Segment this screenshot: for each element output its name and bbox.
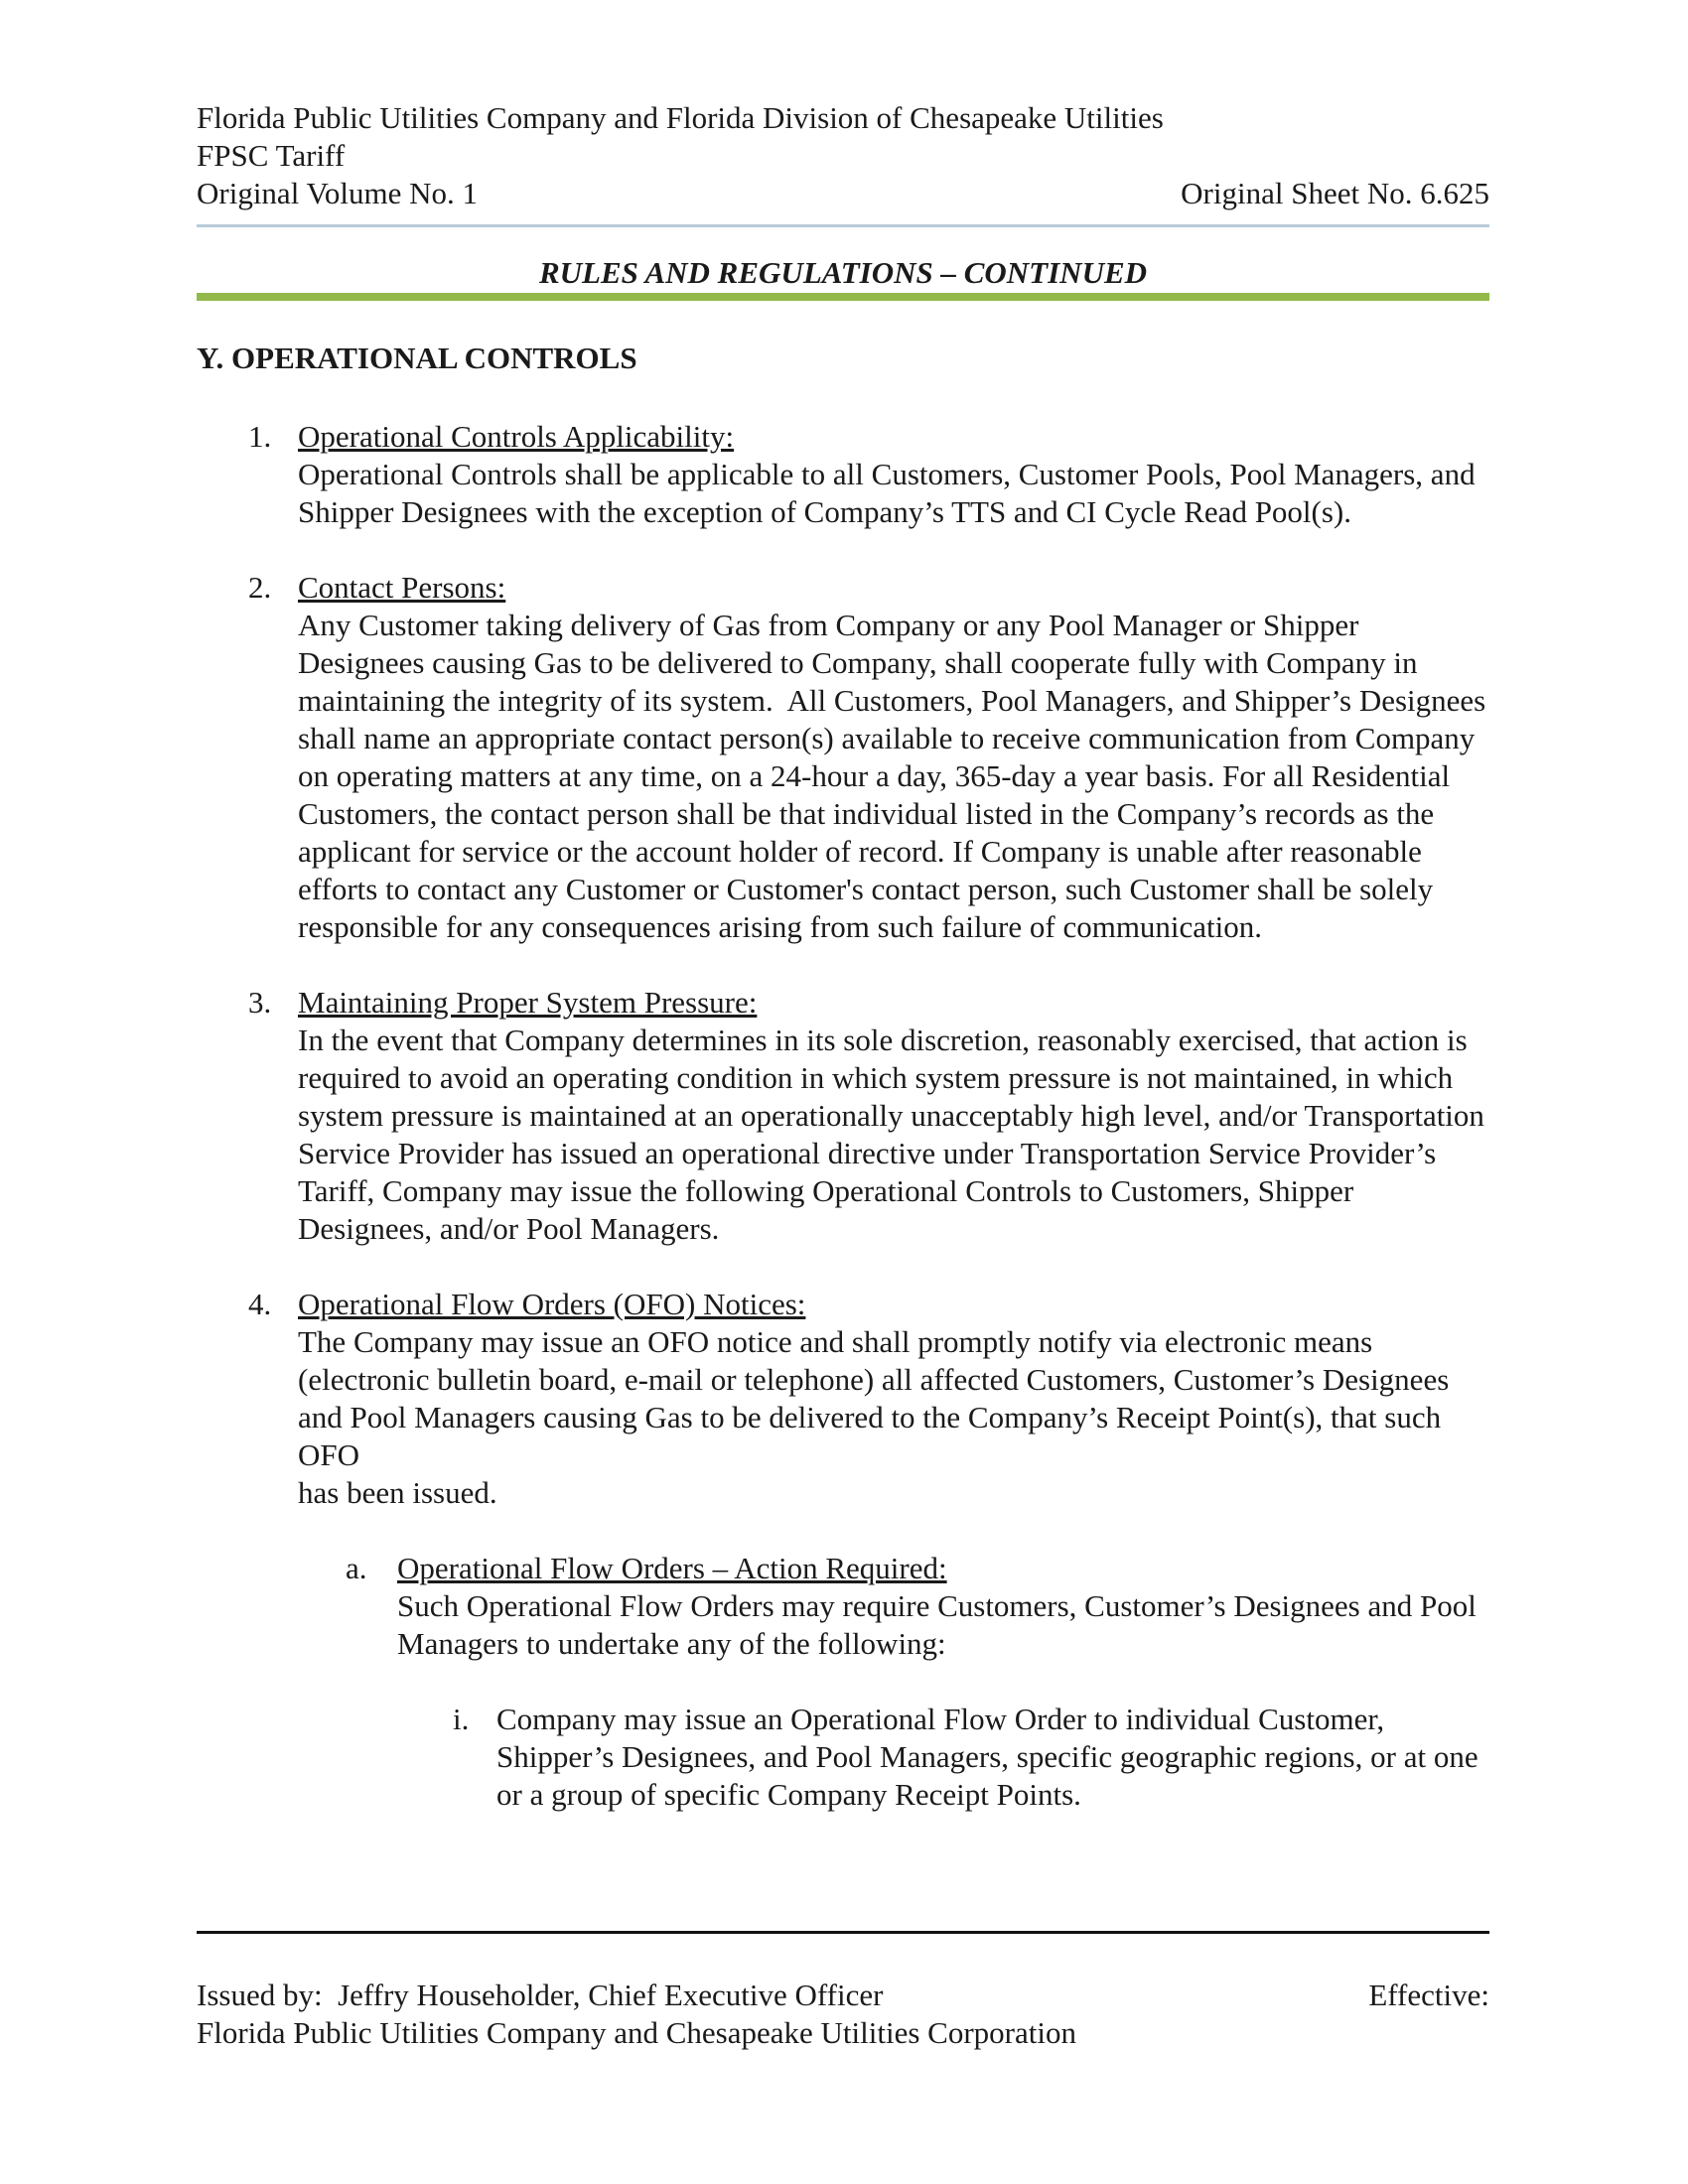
- tariff-page: [197, 0, 1489, 2184]
- footer-divider: [197, 1931, 1489, 1934]
- footer-issued-by: Issued by: Jeffry Householder, Chief Executive Officer: [197, 1978, 884, 2012]
- sub-sub-item-numeral: i.: [453, 1702, 470, 1736]
- page-footer: [197, 1977, 1489, 2052]
- item-number: 4.: [248, 1287, 272, 1321]
- sub-item-letter: a.: [346, 1551, 367, 1585]
- document-body: [197, 418, 1489, 1814]
- section-title: Y. OPERATIONAL CONTROLS: [197, 341, 637, 375]
- sub-item-heading: Operational Flow Orders – Action Required:: [397, 1551, 947, 1585]
- header-volume-row: [197, 175, 1489, 212]
- header-tariff: FPSC Tariff: [197, 138, 346, 173]
- item-text: The Company may issue an OFO notice and shall promptly notify via electronic means (electronic bulletin board, e-mail or telephone) all affected Customers, Customer’s Designees and Pool Managers causing Gas to be delivered to the Company’s Receipt Point(s), that such OFO: [298, 1324, 1450, 1472]
- banner-divider: [197, 293, 1489, 301]
- footer-issued-row: [197, 1977, 1489, 2014]
- item-heading: Contact Persons:: [298, 570, 506, 605]
- section-banner: RULES AND REGULATIONS – CONTINUED: [538, 255, 1148, 290]
- header-volume: Original Volume No. 1: [197, 176, 479, 210]
- item-number: 3.: [248, 985, 272, 1020]
- footer-effective: Effective:: [1368, 1978, 1489, 2012]
- item-text-continued: has been issued.: [298, 1475, 497, 1510]
- sub-item-text: Such Operational Flow Orders may require Customers, Customer’s Designees and Pool Managers to undertake any of the following:: [397, 1588, 1477, 1661]
- item-heading: Maintaining Proper System Pressure:: [298, 985, 758, 1020]
- list-item: [197, 569, 1489, 946]
- item-number: 2.: [248, 570, 272, 605]
- footer-company: Florida Public Utilities Company and Chesapeake Utilities Corporation: [197, 2015, 1076, 2050]
- sub-sub-item-text: Company may issue an Operational Flow Order to individual Customer, Shipper’s Designees, and Pool Managers, specific geographic regions, or at one or a group of specific Company Receipt Points.: [496, 1702, 1478, 1812]
- header-sheet-number: Original Sheet No. 6.625: [1181, 176, 1489, 210]
- list-item: [197, 984, 1489, 1248]
- list-item: [197, 1286, 1489, 1512]
- page-header: [197, 99, 1489, 212]
- sub-item: [197, 1550, 1489, 1663]
- item-heading: Operational Controls Applicability:: [298, 419, 735, 454]
- item-heading: Operational Flow Orders (OFO) Notices:: [298, 1287, 806, 1321]
- item-text: In the event that Company determines in its sole discretion, reasonably exercised, that action is required to avoid an operating condition in which system pressure is not maintained, in which system pressure is maintained at an operationally unacceptably high level, and/or Transportation Service Provider has issued an operational directive under Transportation Service Provider’s Tariff, Company may issue the following Operational Controls to Customers, Shipper Designees, and/or Pool Managers.: [298, 1023, 1484, 1246]
- header-divider: [197, 224, 1489, 227]
- sub-sub-item: [197, 1701, 1489, 1814]
- item-number: 1.: [248, 419, 272, 454]
- item-text: Any Customer taking delivery of Gas from Company or any Pool Manager or Shipper Designees causing Gas to be delivered to Company, shall cooperate fully with Company in maintaining the integrity of its system. All Customers, Pool Managers, and Shipper’s Designees shall name an appropriate contact person(s) available to receive communication from Company on operating matters at any time, on a 24-hour a day, 365-day a year basis. For all Residential Customers, the contact person shall be that individual listed in the Company’s records as the applicant for service or the account holder of record. If Company is unable after reasonable efforts to contact any Customer or Customer's contact person, such Customer shall be solely responsible for any consequences arising from such failure of communication.: [298, 608, 1486, 944]
- item-text: Operational Controls shall be applicable to all Customers, Customer Pools, Pool Managers, and Shipper Designees with the exception of Company’s TTS and CI Cycle Read Pool(s).: [298, 457, 1476, 529]
- header-company: Florida Public Utilities Company and Florida Division of Chesapeake Utilities: [197, 100, 1164, 135]
- list-item: [197, 418, 1489, 531]
